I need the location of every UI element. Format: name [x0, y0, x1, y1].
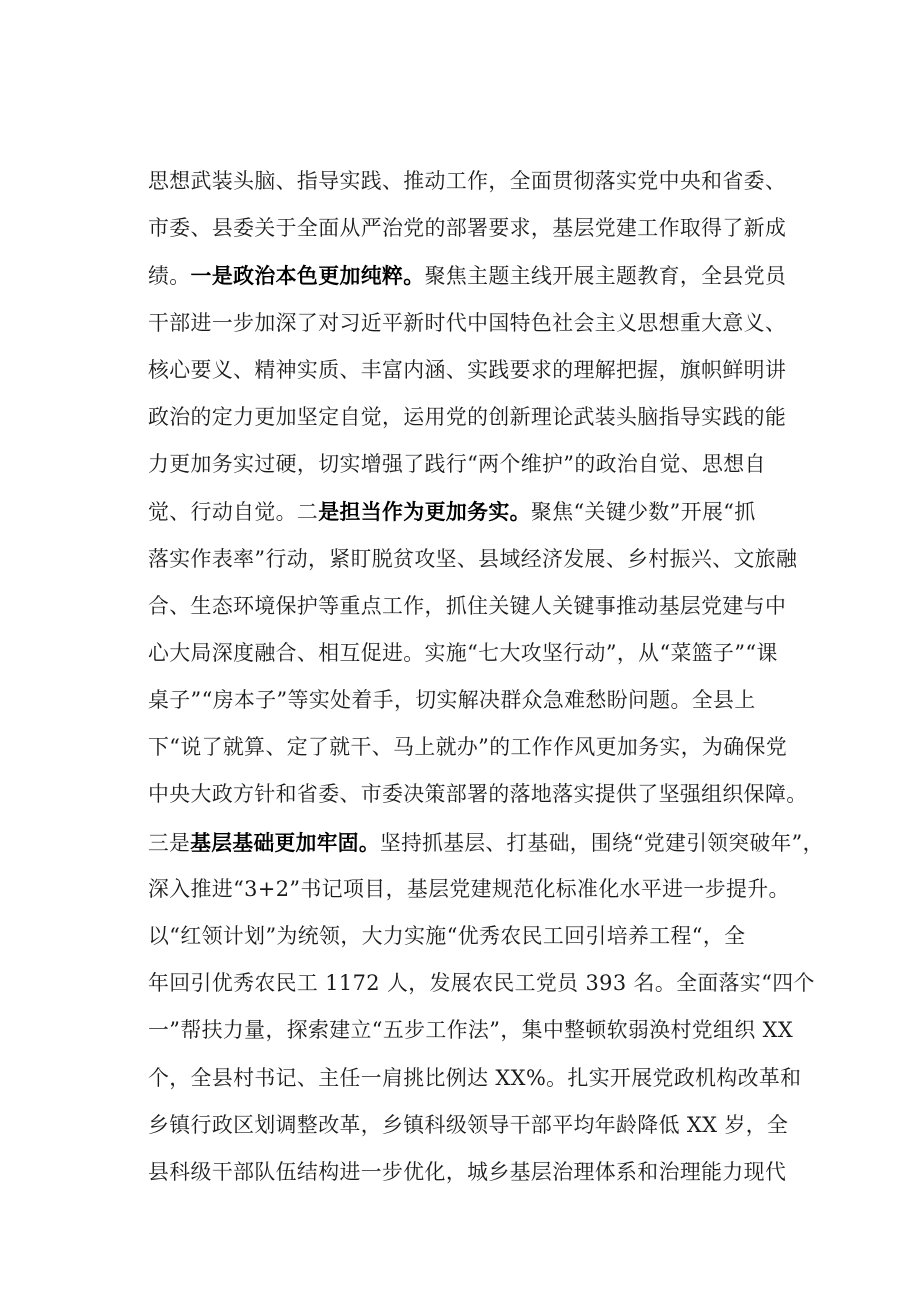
body-text-segment: 以“红领计划”为统领，大力实施“优秀农民工回引培养工程“，全	[148, 924, 746, 948]
body-text-segment: 落实作表率”行动，紧盯脱贫攻坚、县域经济发展、乡村振兴、文旅融	[148, 546, 798, 571]
text-line	[148, 960, 824, 1007]
body-text-segment: 觉、行动自觉。二	[148, 500, 319, 525]
bold-heading-text: 是担当作为更加务实。	[318, 499, 531, 525]
body-text-segment: 市委、县委关于全面从严治党的部署要求，基层党建工作取得了新成	[148, 216, 787, 241]
body-text-segment: 心大局深度融合、相互促进。实施“七大攻坚行动”，从“菜篮子”“课	[148, 640, 778, 665]
text-line	[148, 536, 824, 583]
body-text-segment: 政治的定力更加坚定自觉，运用党的创新理论武装头脑指导实践的能	[148, 404, 787, 429]
body-text-segment: 聚焦“关键少数”开展“抓	[530, 500, 756, 525]
text-line	[148, 1055, 824, 1102]
body-text-segment: 一”帮扶力量，探索建立“五步工作法”，集中整顿软弱涣村党组织 XX	[148, 1018, 794, 1043]
body-text-segment: 合、生态环境保护等重点工作，抓住关键人关键事推动基层党建与中	[148, 593, 787, 618]
body-text-segment: 力更加务实过硬，切实增强了践行“两个维护”的政治自觉、思想自	[148, 452, 766, 477]
text-line	[148, 866, 824, 913]
body-text-segment: 中央大政方针和省委、市委决策部署的落地落实提供了坚强组织保障。	[148, 782, 808, 807]
body-text-segment: 思想武装头脑、指导实践、推动工作，全面贯彻落实党中央和省委、	[148, 169, 787, 193]
text-line	[148, 300, 824, 347]
bold-heading-text: 一是政治本色更加纯粹。	[190, 263, 425, 289]
text-line	[148, 1007, 824, 1054]
bold-heading-text: 基层基础更加牢固。	[190, 829, 380, 855]
body-text-segment: 个，全县村书记、主任一肩挑比例达 XX%。扎实开展党政机构改革和	[148, 1065, 802, 1090]
body-text-segment: 干部进一步加深了对习近平新时代中国特色社会主义思想重大意义、	[148, 310, 787, 335]
body-text-segment: 年回引优秀农民工 1172 人，发展农民工党员 393 名。全面落实“四个	[148, 971, 815, 996]
body-text-segment: 下“说了就算、定了就干、马上就办”的工作作风更加务实，为确保党	[148, 735, 788, 760]
text-line	[148, 583, 824, 630]
text-line	[148, 771, 824, 818]
body-text-segment: 绩。	[148, 264, 191, 289]
body-text-segment: 坚持抓基层、打基础，围绕“党建引领突破年”，	[379, 830, 824, 855]
text-line	[148, 488, 824, 535]
text-line	[148, 677, 824, 724]
text-line	[148, 252, 824, 299]
text-line	[148, 394, 824, 441]
body-text-segment: 三是	[148, 830, 191, 855]
text-line	[148, 630, 824, 677]
text-line	[148, 347, 824, 394]
body-text-segment: 县科级干部队伍结构进一步优化，城乡基层治理体系和治理能力现代	[148, 1159, 787, 1184]
body-text-segment: 核心要义、精神实质、丰富内涵、实践要求的理解把握，旗帜鲜明讲	[148, 357, 787, 382]
text-line	[148, 441, 824, 488]
text-line	[148, 724, 824, 771]
body-text-segment: 乡镇行政区划调整改革，乡镇科级领导干部平均年龄降低 XX 岁，全	[148, 1112, 789, 1137]
text-line	[148, 913, 824, 960]
text-line	[148, 819, 824, 866]
text-line	[148, 158, 824, 205]
text-line	[148, 205, 824, 252]
text-line	[148, 1149, 824, 1196]
body-text-segment: 桌子”“房本子”等实处着手，切实解决群众急难愁盼问题。全县上	[148, 688, 756, 713]
body-text-segment: 聚焦主题主线开展主题教育，全县党员	[424, 264, 787, 289]
body-text	[148, 158, 828, 1196]
text-line	[148, 1102, 824, 1149]
body-text-segment: 深入推进“3+2”书记项目，基层党建规范化标准化水平进一步提升。	[148, 876, 790, 901]
